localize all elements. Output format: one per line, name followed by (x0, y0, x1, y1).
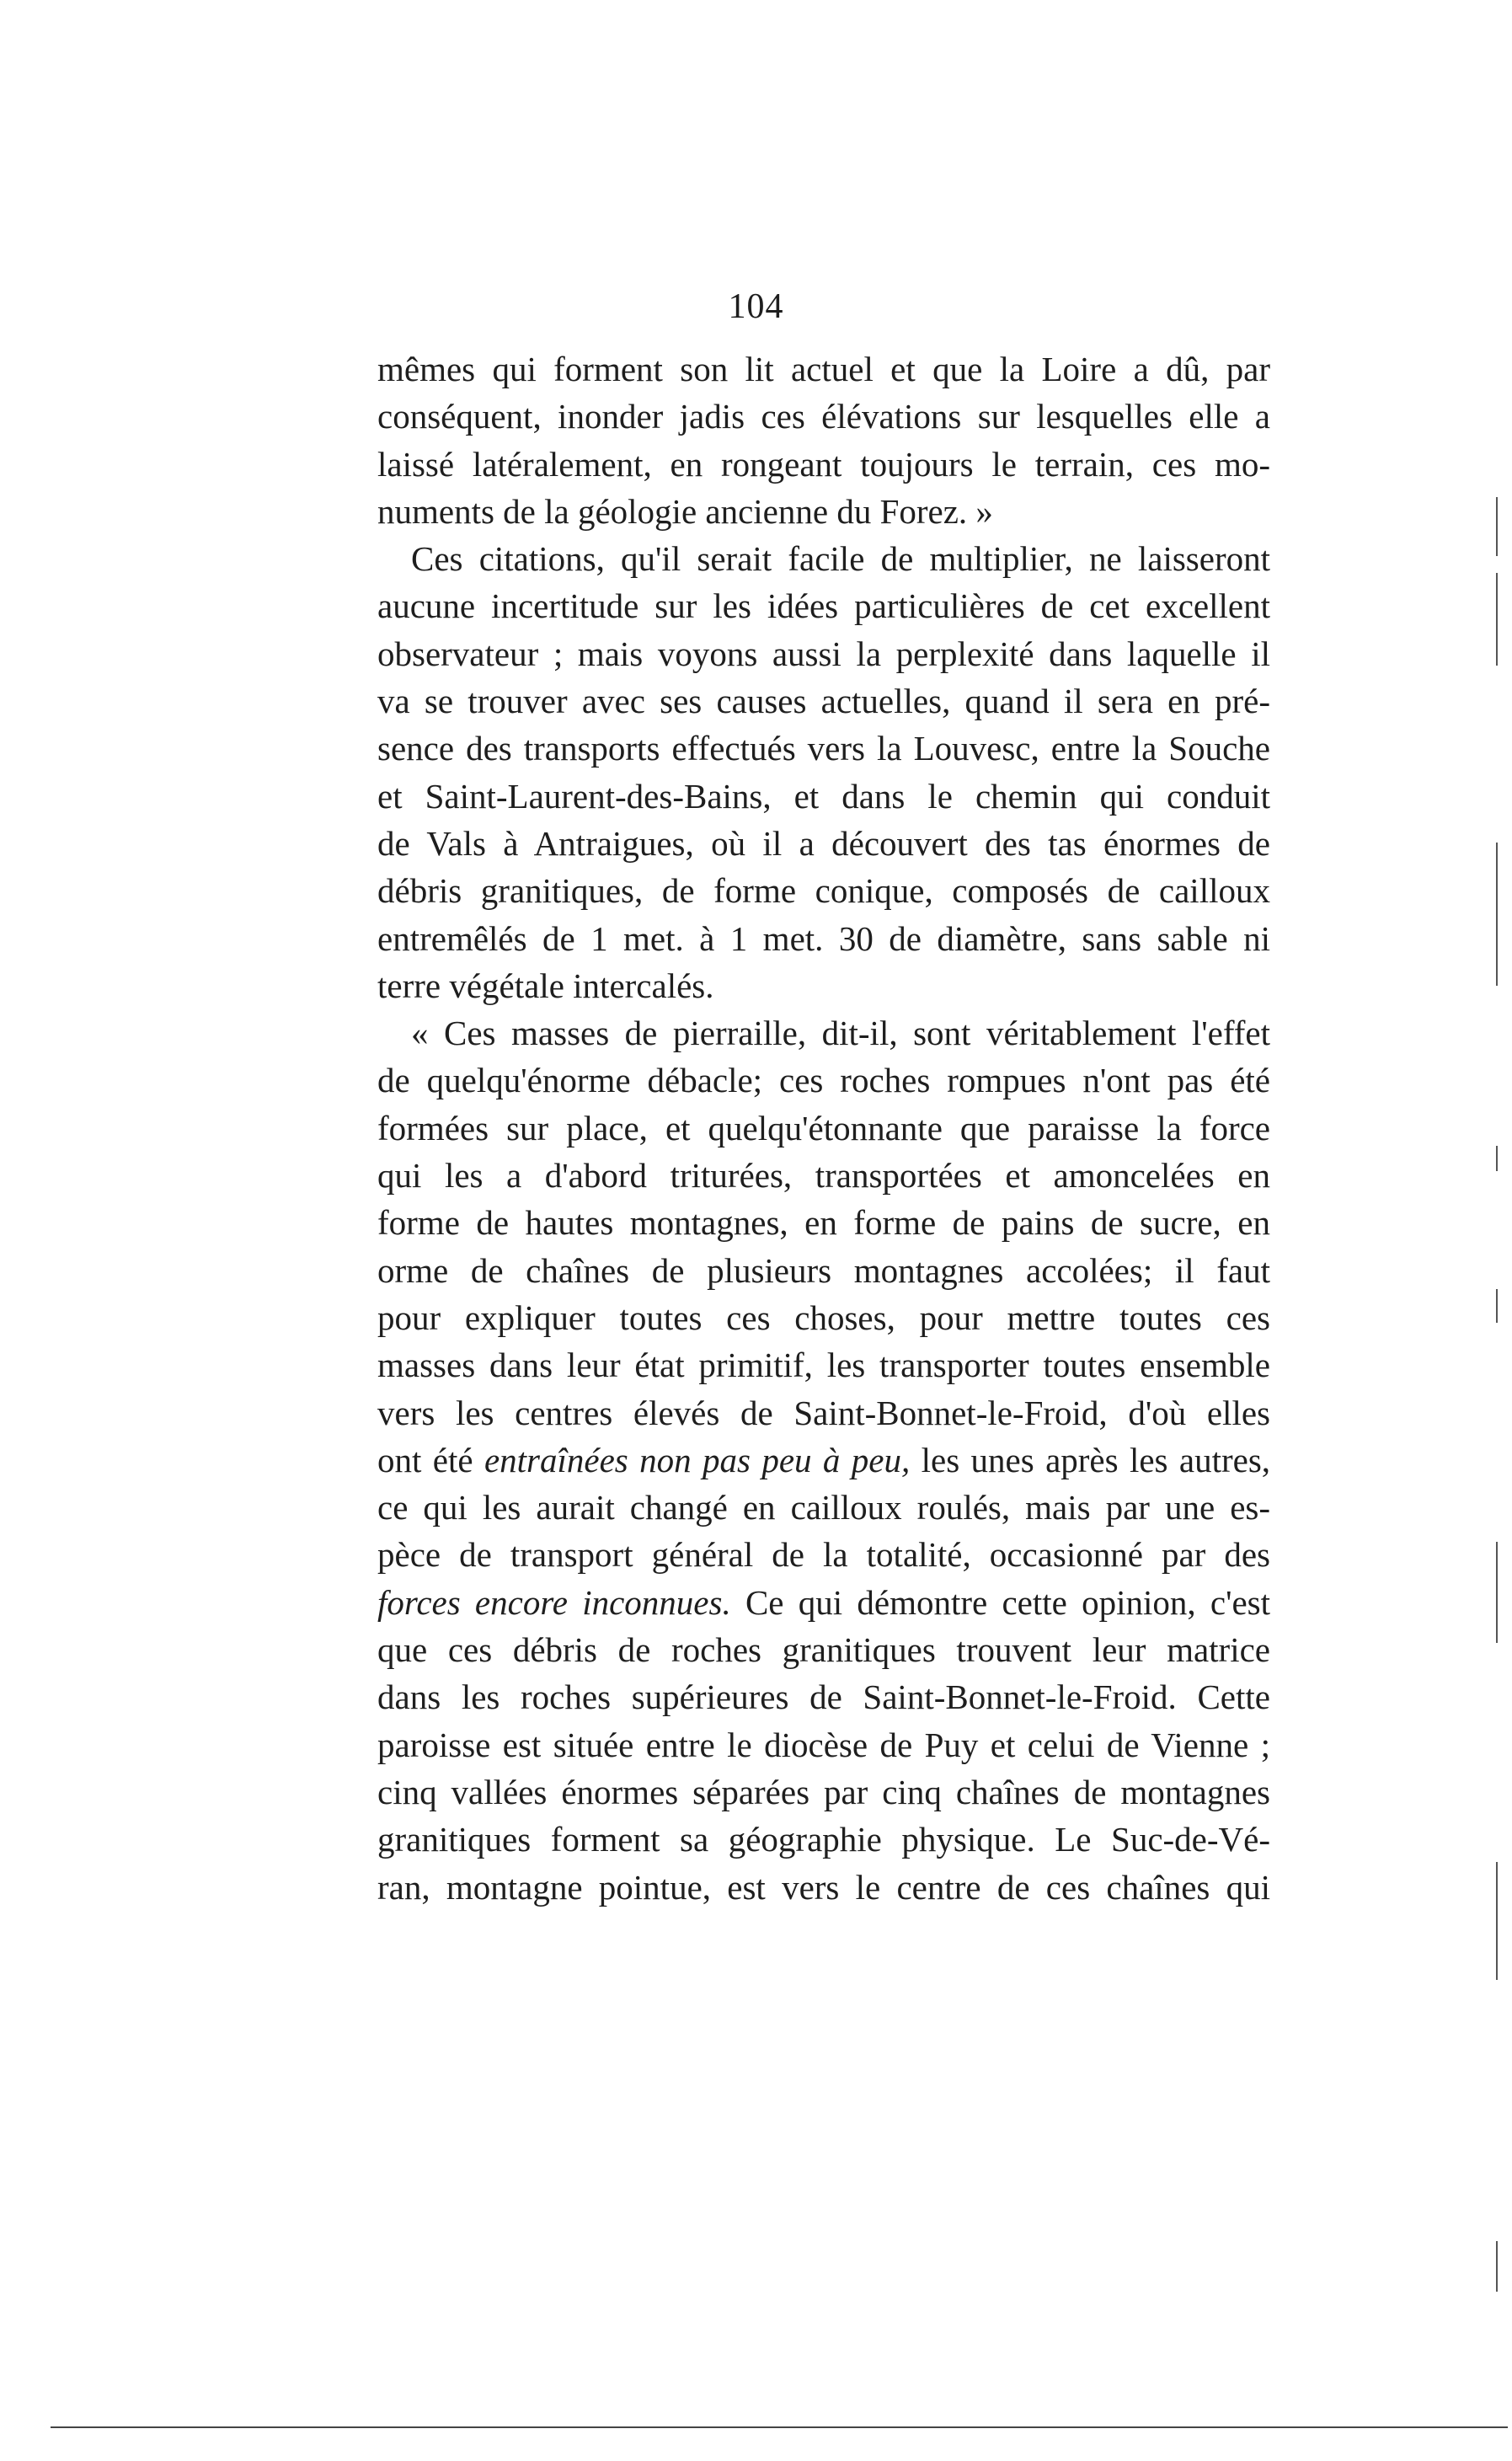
text-run: les unes après les autres, (921, 1440, 1271, 1479)
text-line: dans les roches supérieures de Saint-Bonnet-le-Froid. Cette (377, 1677, 1270, 1717)
scan-margin-mark (1496, 1289, 1498, 1323)
text-line: numents de la géologie ancienne du Forez. » (377, 491, 993, 531)
text-run: Ce qui démontre cette opinion, c'est (745, 1582, 1270, 1622)
text-line: masses dans leur état primitif, les transporter toutes ensemble (377, 1346, 1270, 1385)
scan-margin-mark (1496, 1862, 1498, 1980)
text-line: Ces citations, qu'il serait facile de multiplier, ne laisseront (411, 539, 1270, 579)
text-line-mixed (377, 1436, 1270, 1484)
text-line: mêmes qui forment son lit actuel et que la Loire a dû, par (377, 350, 1270, 388)
text-line: et Saint-Laurent-des-Bains, et dans le chemin qui conduit (377, 776, 1270, 816)
text-line: « Ces masses de pierraille, dit-il, sont véritablement l'effet (411, 1014, 1270, 1053)
text-line: formées sur place, et quelqu'étonnante que paraisse la force (377, 1108, 1270, 1148)
text-line: de Vals à Antraigues, où il a découvert des tas énormes de (377, 823, 1270, 863)
text-line: qui les a d'abord triturées, transportées et amoncelées en (377, 1156, 1270, 1196)
page-number: 104 (728, 287, 784, 326)
text-line: pour expliquer toutes ces choses, pour mettre toutes ces (377, 1297, 1270, 1337)
italic-text-run: entraînées non pas peu à peu, (484, 1440, 911, 1479)
scan-margin-mark (1496, 2241, 1498, 2292)
scan-margin-mark (1496, 843, 1498, 986)
text-line-mixed (377, 1579, 1270, 1626)
body-text (377, 345, 1270, 1911)
text-line: ran, montagne pointue, est vers le centre de ces chaînes qui (377, 1867, 1270, 1907)
text-line: forme de hautes montagnes, en forme de pains de sucre, en (377, 1203, 1270, 1243)
scan-margin-mark (1496, 573, 1498, 666)
scan-margin-mark (1496, 1146, 1498, 1171)
text-line: observateur ; mais voyons aussi la perplexité dans laquelle il (377, 634, 1270, 673)
text-line: paroisse est située entre le diocèse de Puy et celui de Vienne ; (377, 1725, 1270, 1764)
text-run: ont été (377, 1440, 473, 1479)
text-line: sence des transports effectués vers la Louvesc, entre la Souche (377, 729, 1270, 768)
bottom-rule (51, 2426, 1508, 2428)
text-line: terre végétale intercalés. (377, 966, 714, 1005)
text-line: entremêlés de 1 met. à 1 met. 30 de diamètre, sans sable ni (377, 918, 1270, 958)
italic-text-run: forces encore inconnues. (377, 1582, 731, 1622)
scan-margin-mark (1496, 1542, 1498, 1643)
text-line: de quelqu'énorme débacle; ces roches rompues n'ont pas été (377, 1061, 1270, 1100)
text-line: laissé latéralement, en rongeant toujours le terrain, ces mo- (377, 444, 1270, 484)
text-line: pèce de transport général de la totalité, occasionné par des (377, 1535, 1270, 1575)
text-line: vers les centres élevés de Saint-Bonnet-le-Froid, d'où elles (377, 1393, 1270, 1432)
text-line: que ces débris de roches granitiques trouvent leur matrice (377, 1630, 1270, 1670)
text-line: orme de chaînes de plusieurs montagnes accolées; il faut (377, 1250, 1270, 1290)
text-line: conséquent, inonder jadis ces élévations sur lesquelles elle a (377, 397, 1270, 436)
text-line: granitiques forment sa géographie physique. Le Suc-de-Vé- (377, 1820, 1270, 1859)
text-line: cinq vallées énormes séparées par cinq chaînes de montagnes (377, 1772, 1270, 1811)
scan-margin-mark (1496, 497, 1498, 556)
text-line: débris granitiques, de forme conique, composés de cailloux (377, 871, 1270, 911)
text-line: va se trouver avec ses causes actuelles, quand il sera en pré- (377, 682, 1270, 721)
text-line: aucune incertitude sur les idées particulières de cet excellent (377, 586, 1270, 626)
text-line: ce qui les aurait changé en cailloux roulés, mais par une es- (377, 1488, 1270, 1527)
